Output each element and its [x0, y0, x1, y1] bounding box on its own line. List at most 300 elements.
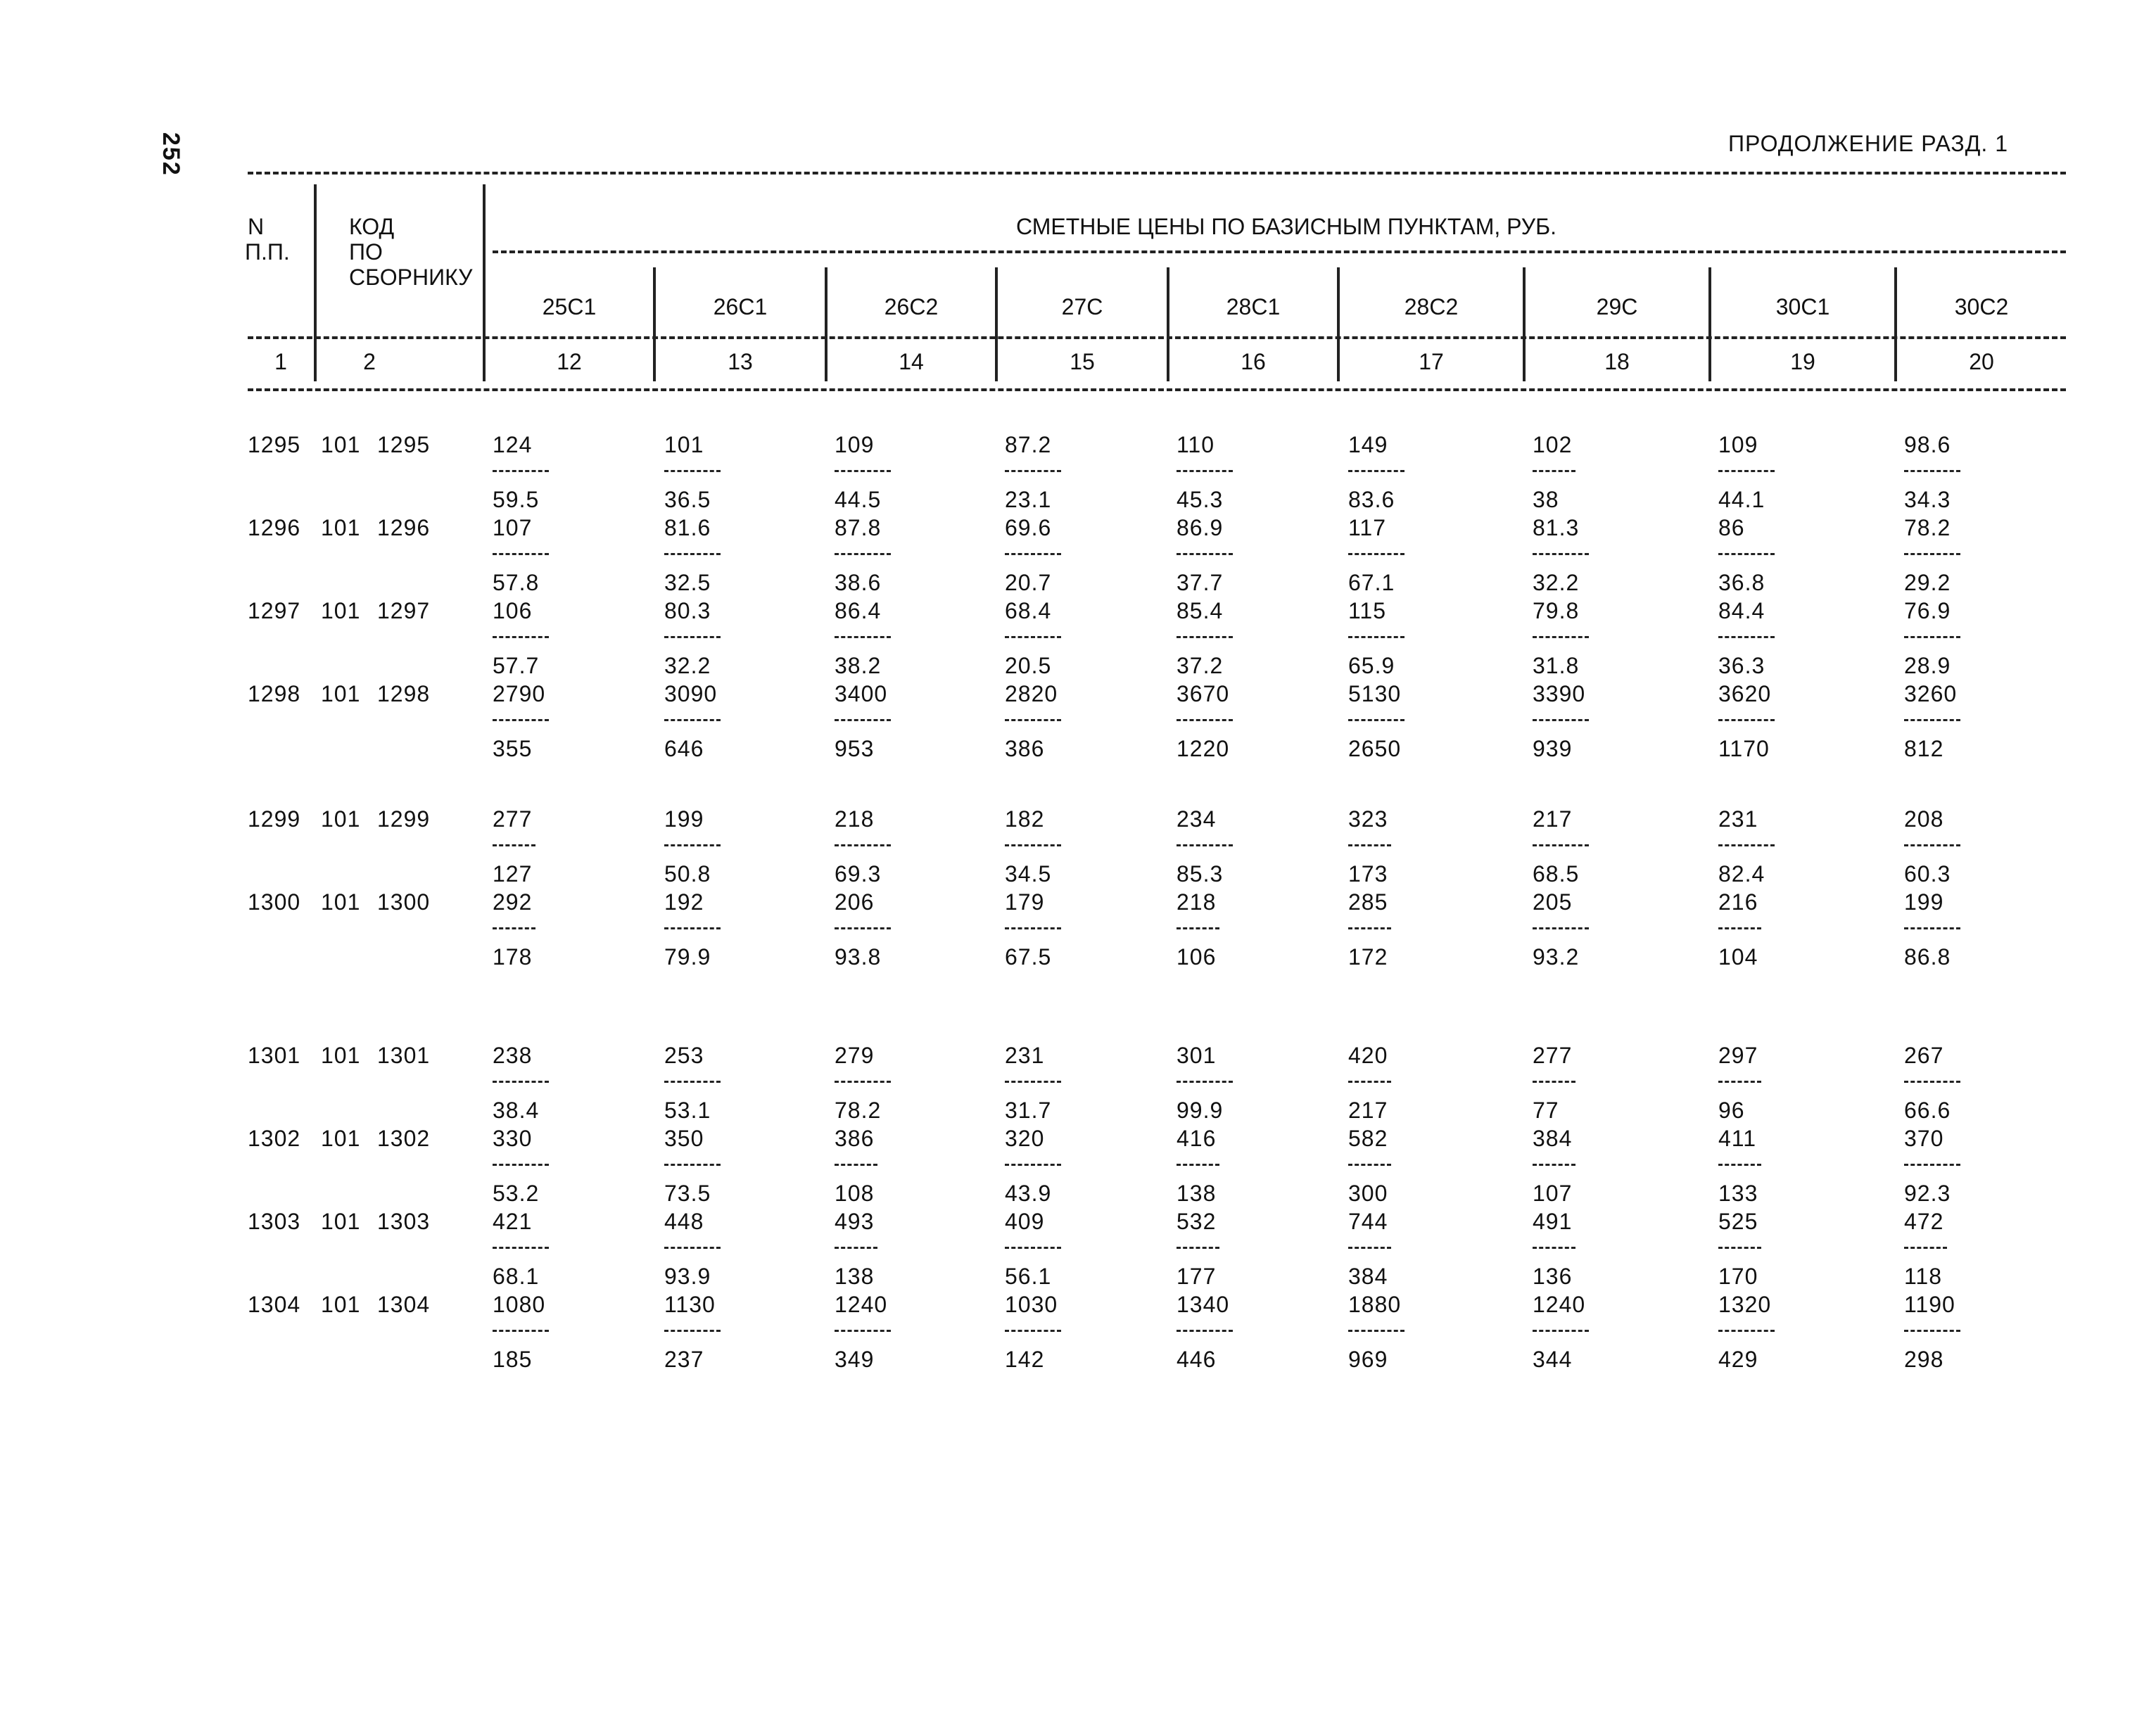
price-numerator: 86.9: [1177, 515, 1224, 540]
price-numerator: 87.2: [1005, 432, 1052, 457]
column-number: 17: [1419, 349, 1444, 374]
price-denominator: 106: [1177, 944, 1217, 970]
price-numerator: 493: [835, 1209, 875, 1234]
price-denominator: 127: [493, 861, 533, 887]
price-denominator: 93.8: [835, 944, 882, 970]
price-numerator: 2790: [493, 681, 546, 706]
price-numerator: 86.4: [835, 598, 882, 623]
price-numerator: 238: [493, 1043, 533, 1068]
price-numerator: 199: [1904, 889, 1944, 915]
price-numerator: 218: [1177, 889, 1217, 915]
price-numerator: 267: [1904, 1043, 1944, 1068]
fraction-bar: [664, 1330, 721, 1332]
fraction-bar: [1904, 470, 1960, 472]
price-numerator: 182: [1005, 806, 1045, 832]
fraction-bar: [664, 1081, 721, 1083]
price-denominator: 237: [664, 1347, 704, 1372]
row-code-a: 101: [321, 806, 361, 832]
row-number: 1300: [248, 889, 301, 915]
price-denominator: 53.2: [493, 1181, 540, 1206]
price-denominator: 38.6: [835, 570, 882, 595]
fraction-bar: [1005, 719, 1061, 721]
price-denominator: 384: [1348, 1264, 1388, 1289]
price-denominator: 2650: [1348, 736, 1402, 761]
fraction-bar: [1904, 1247, 1947, 1249]
fraction-bar: [1348, 719, 1404, 721]
price-numerator: 3090: [664, 681, 718, 706]
price-denominator: 83.6: [1348, 487, 1395, 512]
price-denominator: 177: [1177, 1264, 1217, 1289]
price-numerator: 217: [1533, 806, 1573, 832]
price-denominator: 79.9: [664, 944, 711, 970]
price-denominator: 68.5: [1533, 861, 1580, 887]
price-denominator: 298: [1904, 1347, 1944, 1372]
fraction-bar: [1005, 553, 1061, 555]
row-number: 1304: [248, 1292, 301, 1317]
price-denominator: 386: [1005, 736, 1045, 761]
price-numerator: 76.9: [1904, 598, 1951, 623]
price-denominator: 92.3: [1904, 1181, 1951, 1206]
row-number: 1299: [248, 806, 301, 832]
row-code-a: 101: [321, 681, 361, 706]
fraction-bar: [1718, 553, 1775, 555]
fraction-bar: [664, 844, 721, 846]
price-numerator: 525: [1718, 1209, 1758, 1234]
row-number: 1303: [248, 1209, 301, 1234]
price-numerator: 106: [493, 598, 533, 623]
prices-title: СМЕТНЫЕ ЦЕНЫ ПО БАЗИСНЫМ ПУНКТАМ, РУБ.: [1016, 214, 1556, 239]
price-denominator: 67.1: [1348, 570, 1395, 595]
price-denominator: 99.9: [1177, 1098, 1224, 1123]
price-numerator: 1080: [493, 1292, 546, 1317]
row-code-a: 101: [321, 1292, 361, 1317]
fraction-bar: [493, 1081, 549, 1083]
column-header: 26С2: [884, 294, 939, 319]
price-numerator: 384: [1533, 1126, 1573, 1151]
price-denominator: 37.2: [1177, 653, 1224, 678]
header-code-2: ПО: [349, 239, 383, 265]
price-numerator: 110: [1177, 432, 1215, 457]
header-pp: П.П.: [245, 239, 290, 265]
column-header: 29С: [1596, 294, 1638, 319]
price-numerator: 81.3: [1533, 515, 1580, 540]
fraction-bar: [835, 1247, 877, 1249]
price-denominator: 28.9: [1904, 653, 1951, 678]
fraction-bar: [1348, 927, 1391, 929]
price-denominator: 57.8: [493, 570, 540, 595]
fraction-bar: [1005, 1081, 1061, 1083]
price-numerator: 102: [1533, 432, 1573, 457]
header-sub-rule: [493, 250, 2066, 253]
price-numerator: 149: [1348, 432, 1388, 457]
fraction-bar: [1177, 1081, 1233, 1083]
price-denominator: 53.1: [664, 1098, 711, 1123]
price-denominator: 45.3: [1177, 487, 1224, 512]
price-denominator: 68.1: [493, 1264, 540, 1289]
price-numerator: 420: [1348, 1043, 1388, 1068]
row-code-b: 1296: [377, 515, 431, 540]
price-numerator: 421: [493, 1209, 533, 1234]
column-header: 27С: [1061, 294, 1103, 319]
fraction-bar: [1177, 553, 1233, 555]
row-code-b: 1300: [377, 889, 431, 915]
fraction-bar: [1718, 1247, 1761, 1249]
price-numerator: 370: [1904, 1126, 1944, 1151]
fraction-bar: [835, 1164, 877, 1166]
price-numerator: 1030: [1005, 1292, 1058, 1317]
price-denominator: 38.2: [835, 653, 882, 678]
row-code-a: 101: [321, 1043, 361, 1068]
fraction-bar: [1005, 927, 1061, 929]
price-numerator: 277: [1533, 1043, 1573, 1068]
price-numerator: 84.4: [1718, 598, 1765, 623]
fraction-bar: [1177, 1247, 1219, 1249]
price-denominator: 344: [1533, 1347, 1573, 1372]
fraction-bar: [1005, 470, 1061, 472]
price-numerator: 386: [835, 1126, 875, 1151]
fraction-bar: [1718, 470, 1775, 472]
price-denominator: 349: [835, 1347, 875, 1372]
fraction-bar: [1718, 636, 1775, 638]
fraction-bar: [1533, 1247, 1575, 1249]
price-denominator: 38.4: [493, 1098, 540, 1123]
price-numerator: 1240: [1533, 1292, 1586, 1317]
fraction-bar: [1533, 927, 1589, 929]
price-numerator: 231: [1005, 1043, 1045, 1068]
fraction-bar: [1904, 719, 1960, 721]
price-numerator: 320: [1005, 1126, 1045, 1151]
fraction-bar: [493, 844, 535, 846]
price-denominator: 86.8: [1904, 944, 1951, 970]
price-numerator: 179: [1005, 889, 1045, 915]
fraction-bar: [835, 719, 891, 721]
fraction-bar: [1718, 719, 1775, 721]
price-denominator: 646: [664, 736, 704, 761]
price-denominator: 78.2: [835, 1098, 882, 1123]
price-denominator: 118: [1904, 1264, 1943, 1289]
price-denominator: 107: [1533, 1181, 1573, 1206]
price-numerator: 411: [1718, 1126, 1757, 1151]
fraction-bar: [1718, 1081, 1761, 1083]
price-numerator: 206: [835, 889, 875, 915]
fraction-bar: [1005, 1330, 1061, 1332]
price-denominator: 138: [835, 1264, 875, 1289]
fraction-bar: [664, 636, 721, 638]
price-denominator: 969: [1348, 1347, 1388, 1372]
price-denominator: 1220: [1177, 736, 1230, 761]
price-numerator: 323: [1348, 806, 1388, 832]
price-numerator: 279: [835, 1043, 875, 1068]
price-numerator: 277: [493, 806, 533, 832]
price-numerator: 491: [1533, 1209, 1573, 1234]
fraction-bar: [1005, 1164, 1061, 1166]
price-numerator: 231: [1718, 806, 1758, 832]
fraction-bar: [1348, 1164, 1391, 1166]
fraction-bar: [1718, 1330, 1775, 1332]
price-numerator: 330: [493, 1126, 533, 1151]
fraction-bar: [664, 553, 721, 555]
price-denominator: 133: [1718, 1181, 1758, 1206]
column-number: 14: [899, 349, 924, 374]
price-denominator: 36.5: [664, 487, 711, 512]
price-numerator: 78.2: [1904, 515, 1951, 540]
column-header: 25С1: [542, 294, 597, 319]
fraction-bar: [664, 1247, 721, 1249]
price-denominator: 96: [1718, 1098, 1745, 1123]
fraction-bar: [1904, 1330, 1960, 1332]
price-numerator: 218: [835, 806, 875, 832]
price-numerator: 87.8: [835, 515, 882, 540]
fraction-bar: [1904, 553, 1960, 555]
price-numerator: 350: [664, 1126, 704, 1151]
price-denominator: 60.3: [1904, 861, 1951, 887]
row-code-b: 1304: [377, 1292, 431, 1317]
row-code-a: 101: [321, 432, 361, 457]
price-numerator: 3260: [1904, 681, 1958, 706]
price-denominator: 44.5: [835, 487, 882, 512]
price-denominator: 20.5: [1005, 653, 1052, 678]
price-denominator: 953: [835, 736, 875, 761]
fraction-bar: [493, 719, 549, 721]
price-denominator: 34.5: [1005, 861, 1052, 887]
price-numerator: 98.6: [1904, 432, 1951, 457]
price-numerator: 409: [1005, 1209, 1045, 1234]
price-numerator: 107: [493, 515, 533, 540]
row-code-a: 101: [321, 1126, 361, 1151]
price-denominator: 36.8: [1718, 570, 1765, 595]
fraction-bar: [835, 1081, 891, 1083]
price-denominator: 93.2: [1533, 944, 1580, 970]
fraction-bar: [493, 553, 549, 555]
price-denominator: 36.3: [1718, 653, 1765, 678]
price-numerator: 3620: [1718, 681, 1772, 706]
fraction-bar: [493, 1164, 549, 1166]
row-number: 1298: [248, 681, 301, 706]
fraction-bar: [493, 470, 549, 472]
price-denominator: 43.9: [1005, 1181, 1052, 1206]
fraction-bar: [1348, 636, 1404, 638]
column-number: 12: [557, 349, 582, 374]
price-denominator: 300: [1348, 1181, 1388, 1206]
price-denominator: 939: [1533, 736, 1573, 761]
fraction-bar: [835, 636, 891, 638]
fraction-bar: [1177, 470, 1233, 472]
price-numerator: 253: [664, 1043, 704, 1068]
column-header: 30С1: [1775, 294, 1830, 319]
price-numerator: 80.3: [664, 598, 711, 623]
price-denominator: 31.7: [1005, 1098, 1052, 1123]
row-code-b: 1299: [377, 806, 431, 832]
price-denominator: 178: [493, 944, 533, 970]
fraction-bar: [1904, 636, 1960, 638]
price-denominator: 82.4: [1718, 861, 1765, 887]
fraction-bar: [664, 927, 721, 929]
fraction-bar: [1533, 1081, 1575, 1083]
price-numerator: 285: [1348, 889, 1388, 915]
header-n: N: [248, 214, 265, 239]
price-numerator: 1190: [1904, 1292, 1955, 1317]
price-numerator: 472: [1904, 1209, 1944, 1234]
price-numerator: 69.6: [1005, 515, 1052, 540]
header-mid-rule: [248, 336, 2066, 339]
fraction-bar: [1348, 470, 1404, 472]
price-numerator: 2820: [1005, 681, 1058, 706]
column-number: 13: [728, 349, 753, 374]
row-number: 1295: [248, 432, 301, 457]
row-code-b: 1301: [377, 1043, 431, 1068]
price-denominator: 77: [1533, 1098, 1559, 1123]
fraction-bar: [835, 927, 891, 929]
price-denominator: 429: [1718, 1347, 1758, 1372]
price-denominator: 59.5: [493, 487, 540, 512]
fraction-bar: [1718, 1164, 1761, 1166]
price-denominator: 32.2: [1533, 570, 1580, 595]
column-header: 26С1: [713, 294, 768, 319]
price-numerator: 115: [1348, 598, 1387, 623]
price-denominator: 136: [1533, 1264, 1573, 1289]
price-numerator: 532: [1177, 1209, 1217, 1234]
continuation-label: ПРОДОЛЖЕНИЕ РАЗД. 1: [1727, 131, 2008, 156]
price-numerator: 79.8: [1533, 598, 1580, 623]
price-denominator: 185: [493, 1347, 533, 1372]
price-numerator: 68.4: [1005, 598, 1052, 623]
fraction-bar: [1533, 1330, 1589, 1332]
price-denominator: 73.5: [664, 1181, 711, 1206]
row-code-b: 1297: [377, 598, 431, 623]
price-numerator: 3400: [835, 681, 888, 706]
fraction-bar: [1533, 470, 1575, 472]
price-numerator: 297: [1718, 1043, 1758, 1068]
price-denominator: 142: [1005, 1347, 1045, 1372]
price-denominator: 104: [1718, 944, 1758, 970]
price-denominator: 446: [1177, 1347, 1217, 1372]
fraction-bar: [1718, 927, 1761, 929]
header-bottom-rule: [248, 388, 2066, 391]
price-numerator: 109: [835, 432, 875, 457]
price-denominator: 217: [1348, 1098, 1388, 1123]
price-denominator: 355: [493, 736, 533, 761]
fraction-bar: [1348, 844, 1391, 846]
fraction-bar: [1533, 844, 1589, 846]
fraction-bar: [493, 1247, 549, 1249]
row-code-a: 101: [321, 598, 361, 623]
fraction-bar: [1177, 1330, 1233, 1332]
price-denominator: 172: [1348, 944, 1388, 970]
row-code-b: 1295: [377, 432, 431, 457]
price-denominator: 31.8: [1533, 653, 1580, 678]
price-numerator: 86: [1718, 515, 1745, 540]
price-denominator: 138: [1177, 1181, 1217, 1206]
fraction-bar: [835, 844, 891, 846]
price-denominator: 50.8: [664, 861, 711, 887]
fraction-bar: [835, 1330, 891, 1332]
price-numerator: 1880: [1348, 1292, 1402, 1317]
price-denominator: 38: [1533, 487, 1559, 512]
price-numerator: 3390: [1533, 681, 1586, 706]
row-number: 1297: [248, 598, 301, 623]
header-code-3: СБОРНИКУ: [349, 265, 473, 290]
fraction-bar: [1177, 927, 1219, 929]
price-numerator: 301: [1177, 1043, 1217, 1068]
fraction-bar: [1348, 1330, 1404, 1332]
price-denominator: 93.9: [664, 1264, 711, 1289]
price-denominator: 32.5: [664, 570, 711, 595]
price-denominator: 23.1: [1005, 487, 1052, 512]
fraction-bar: [664, 719, 721, 721]
price-denominator: 69.3: [835, 861, 882, 887]
fraction-bar: [1533, 636, 1589, 638]
price-denominator: 1170: [1718, 736, 1770, 761]
fraction-bar: [1348, 1081, 1391, 1083]
price-denominator: 56.1: [1005, 1264, 1052, 1289]
price-numerator: 101: [664, 432, 704, 457]
price-numerator: 1130: [664, 1292, 716, 1317]
price-numerator: 192: [664, 889, 704, 915]
fraction-bar: [1904, 927, 1960, 929]
fraction-bar: [1177, 636, 1233, 638]
header-code-1: КОД: [349, 214, 395, 239]
price-denominator: 37.7: [1177, 570, 1224, 595]
column-number: 18: [1604, 349, 1630, 374]
column-number: 2: [363, 349, 376, 374]
price-denominator: 65.9: [1348, 653, 1395, 678]
row-code-a: 101: [321, 1209, 361, 1234]
price-numerator: 744: [1348, 1209, 1388, 1234]
header-top-rule: [248, 172, 2066, 174]
fraction-bar: [1348, 553, 1404, 555]
fraction-bar: [1177, 844, 1233, 846]
row-code-b: 1303: [377, 1209, 431, 1234]
fraction-bar: [493, 927, 535, 929]
price-denominator: 173: [1348, 861, 1388, 887]
price-denominator: 32.2: [664, 653, 711, 678]
fraction-bar: [1904, 844, 1960, 846]
price-numerator: 216: [1718, 889, 1758, 915]
fraction-bar: [1904, 1081, 1960, 1083]
price-numerator: 5130: [1348, 681, 1402, 706]
fraction-bar: [1533, 1164, 1575, 1166]
price-numerator: 124: [493, 432, 533, 457]
price-numerator: 208: [1904, 806, 1944, 832]
price-denominator: 66.6: [1904, 1098, 1951, 1123]
fraction-bar: [1533, 719, 1589, 721]
price-numerator: 416: [1177, 1126, 1217, 1151]
price-numerator: 205: [1533, 889, 1573, 915]
row-code-a: 101: [321, 515, 361, 540]
price-denominator: 170: [1718, 1264, 1758, 1289]
price-denominator: 812: [1904, 736, 1944, 761]
price-numerator: 3670: [1177, 681, 1230, 706]
column-header: 28С1: [1226, 294, 1281, 319]
price-denominator: 34.3: [1904, 487, 1951, 512]
fraction-bar: [664, 470, 721, 472]
fraction-bar: [664, 1164, 721, 1166]
column-number: 19: [1790, 349, 1815, 374]
row-code-b: 1298: [377, 681, 431, 706]
price-numerator: 109: [1718, 432, 1758, 457]
fraction-bar: [835, 470, 891, 472]
price-numerator: 1320: [1718, 1292, 1772, 1317]
row-code-a: 101: [321, 889, 361, 915]
column-number: 1: [274, 349, 287, 374]
price-denominator: 67.5: [1005, 944, 1052, 970]
row-number: 1296: [248, 515, 301, 540]
price-numerator: 292: [493, 889, 533, 915]
price-numerator: 582: [1348, 1126, 1388, 1151]
row-number: 1302: [248, 1126, 301, 1151]
price-denominator: 44.1: [1718, 487, 1765, 512]
column-number: 16: [1241, 349, 1266, 374]
